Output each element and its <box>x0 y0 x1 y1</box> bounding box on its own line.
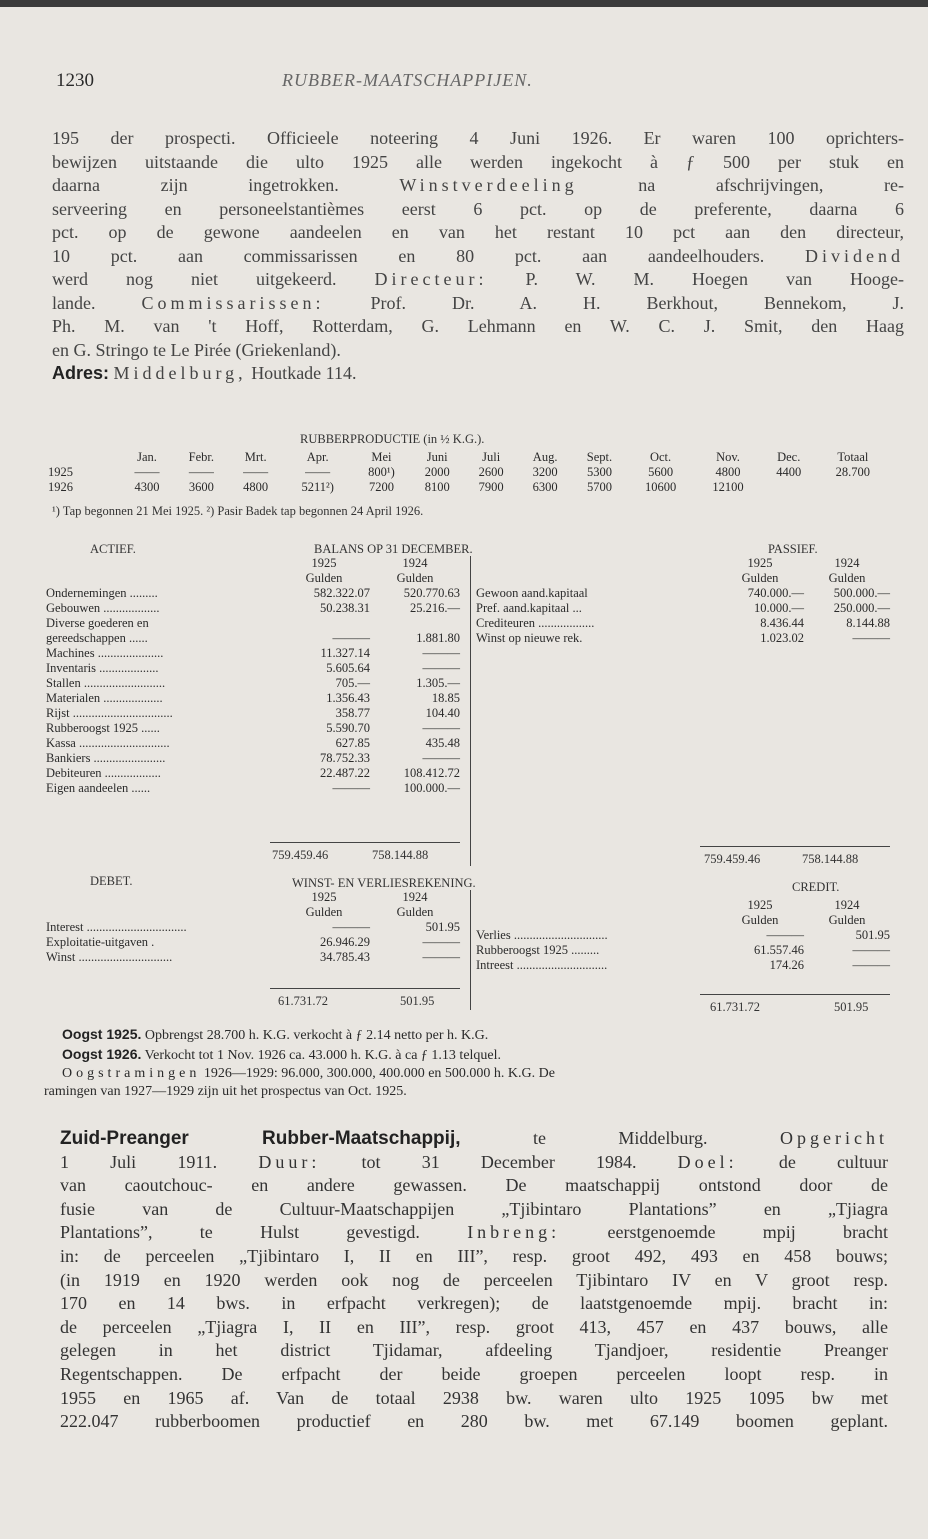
year-cell: 1925 <box>48 465 73 479</box>
text-line: 222.047 rubberboomen productief en 280 bw. met 67.149 boomen geplant. <box>60 1411 888 1432</box>
balance-divider <box>470 556 471 866</box>
text-line: serveering en personeelstantièmes eerst 6 pct. op de preferente, daarna 6 <box>52 198 904 219</box>
liability-row: Pref. aand.kapitaal ... 10.000.— 250.000.— <box>476 601 890 615</box>
text-line: lande. Commissarissen: Prof. Dr. A. H. Berkhout, Bennekom, J. <box>52 292 905 313</box>
month-header: Jan. <box>137 450 157 464</box>
harvest-1926: Oogst 1926. Verkocht tot 1 Nov. 1926 ca. 43.000 h. K.G. à ca ƒ 1.13 telquel. <box>62 1046 502 1063</box>
month-header: Mei <box>371 450 392 464</box>
text-line: van caoutchouc- en andere gewassen. De maatschappij ontstond door de <box>60 1175 888 1196</box>
asset-row: Eigen aandeelen ...... ——— 100.000.— <box>46 781 460 795</box>
text-line: (in 1919 en 1920 werden ook nog de perceelen Tjibintaro IV en V groot resp. <box>60 1269 888 1290</box>
asset-row: gereedschappen ...... ——— 1.881.80 <box>46 631 460 645</box>
asset-row: Diverse goederen en <box>46 616 149 630</box>
debit-row: Exploitatie-uitgaven . 26.946.29 ——— <box>46 935 460 949</box>
asset-row: Kassa ............................. 627.85 435.48 <box>46 736 460 750</box>
text-line: pct. op de gewone aandeelen en van het restant 10 pct aan den directeur, <box>52 222 904 242</box>
asset-row: Debiteuren .................. 22.487.22 108.412.72 <box>46 766 460 780</box>
text-line: 1955 en 1965 af. Van de totaal 2938 bw. waren ulto 1925 1095 bw met <box>60 1387 888 1408</box>
asset-row: Stallen .......................... 705.— 1.305.— <box>46 676 460 690</box>
company-zuid-preanger-paragraph <box>60 1127 888 1434</box>
month-header: Febr. <box>188 450 214 464</box>
asset-row: Ondernemingen ......... 582.322.07 520.770.63 <box>46 586 460 600</box>
month-header: Apr. <box>306 450 329 464</box>
credit-row: Rubberoogst 1925 ......... 61.557.46 ——— <box>476 943 890 957</box>
sum-line <box>270 988 460 989</box>
address-line: Adres: Middelburg, Houtkade 114. <box>52 363 357 383</box>
pl-total-1924-credit: 501.95 <box>834 1000 869 1014</box>
debit-row: Winst .............................. 34.785.43 ——— <box>46 950 460 964</box>
production-row: 1926 4300 3600 4800 5211²) 7200 8100 7900 6300 5700 10600 12100 <box>48 480 744 494</box>
balance-total-1924-passief: 758.144.88 <box>802 852 859 866</box>
balance-total-1925-passief: 759.459.46 <box>704 852 761 866</box>
balance-total-1925: 759.459.46 <box>272 848 329 862</box>
company-intro-paragraph <box>52 127 904 386</box>
liability-row: Gewoon aand.kapitaal 740.000.— 500.000.— <box>476 586 890 600</box>
text-line: werd nog niet uitgekeerd. Directeur: P. W. M. Hoegen van Hooge- <box>52 269 905 289</box>
text-line: gelegen in het district Tjidamar, afdeeling Tjandjoer, residentie Preanger <box>60 1340 888 1361</box>
month-header: Sept. <box>586 450 613 464</box>
asset-row: Inventaris ................... 5.605.64 ——— <box>46 661 460 675</box>
text-line: 195 der prospecti. Officieele noteering 4 Juni 1926. Er waren 100 oprichters- <box>52 128 904 148</box>
production-footnote: ¹) Tap begonnen 21 Mei 1925. ²) Pasir Badek tap begonnen 24 April 1926. <box>52 504 424 518</box>
credit-label: CREDIT. <box>792 880 840 894</box>
pl-debit-table: 1925 1924 Gulden Gulden Interest ................................ ——— 501.95 Exploitatie-uitgaven . 26.946.29 ——— Winst .............................. 34.785.43 ——— <box>46 890 460 964</box>
text-line: Plantations”, te Hulst gevestigd. Inbreng: eerstgenoemde mpij bracht <box>60 1222 889 1243</box>
spaced-term: Dividend <box>805 245 905 266</box>
scan-edge <box>0 0 928 7</box>
text-line: daarna zijn ingetrokken. Winstverdeeling na afschrijvingen, re- <box>52 175 905 195</box>
spaced-term: Commissarissen: <box>141 292 325 313</box>
asset-row: Machines ..................... 11.327.14 ——— <box>46 646 460 660</box>
text-line: 170 en 14 bws. in erfpacht verkregen); de laatstgenoemde mpij. bracht in: <box>60 1293 888 1314</box>
actief-label: ACTIEF. <box>90 542 136 556</box>
sum-line <box>700 846 890 847</box>
text-line: en G. Stringo te Le Pirée (Griekenland). <box>52 339 341 360</box>
spaced-term: Directeur: <box>374 269 488 289</box>
harvest-estimates-cont: ramingen van 1927—1929 zijn uit het prospectus van Oct. 1925. <box>44 1084 407 1099</box>
text-line: Ph. M. van 't Hoff, Rotterdam, G. Lehmann en W. C. J. Smit, den Haag <box>52 316 904 336</box>
asset-row: Gebouwen .................. 50.238.31 25.216.— <box>46 601 460 615</box>
harvest-1925: Oogst 1925. Opbrengst 28.700 h. K.G. verkocht à ƒ 2.14 netto per h. K.G. <box>62 1026 489 1043</box>
month-header: Juni <box>426 450 448 464</box>
running-title: RUBBER-MAATSCHAPPIJEN. <box>282 70 533 90</box>
spaced-term: Winstverdeeling <box>399 175 578 195</box>
month-header: Juli <box>482 450 501 464</box>
text-line: de perceelen „Tjiagra I, II en III”, resp. groot 413, 457 en 437 bouws, alle <box>60 1316 888 1337</box>
pl-total-1925-credit: 61.731.72 <box>710 1000 760 1014</box>
asset-row: Rubberoogst 1925 ...... 5.590.70 ——— <box>46 721 460 735</box>
debet-label: DEBET. <box>90 874 133 888</box>
pl-total-1924: 501.95 <box>400 994 435 1008</box>
production-row: 1925 —— —— —— —— 800¹) 2000 2600 3200 5300 5600 4800 4400 28.700 <box>48 465 871 479</box>
text-line: fusie van de Cultuur-Maatschappijen „Tjibintaro Plantations” en „Tjiagra <box>60 1198 888 1219</box>
address-label: Adres: <box>52 363 110 383</box>
balance-assets-table: 1925 1924 Gulden Gulden Ondernemingen ......... 582.322.07 520.770.63 Gebouwen .................. 50.238.31 25.216.— Diverse goederen en gereedschappen ...... ——— 1.881.80 Machines ..................... 11.327.14 ——— Inventaris ................... 5.605.64 ——— Stallen .......................... 705.— 1.305.— Materialen ................... 1.356.43 18.85 Rijst ................................ 358.77 104.40 Rubberoogst 1925 ...... 5.590.70 ——— Kassa ............................. 627.85 435.48 Bankiers ....................... 78.752.33 ——— Debiteuren .................. 22.487.22 108.412.72 Eigen aandeelen ...... ——— 100.000.— <box>46 556 460 795</box>
production-header-row <box>48 450 890 465</box>
asset-row: Materialen ................... 1.356.43 18.85 <box>46 691 460 705</box>
month-header: Aug. <box>532 450 558 464</box>
sum-line <box>700 994 890 995</box>
credit-row: Verlies .............................. ——— 501.95 <box>476 928 890 942</box>
debit-row: Interest ................................ ——— 501.95 <box>46 920 460 934</box>
production-table <box>48 450 890 495</box>
total-header: Totaal <box>837 450 869 464</box>
text-line: 1 Juli 1911. Duur: tot 31 December 1984. Doel: de cultuur <box>60 1151 888 1172</box>
company-name: Zuid-Preanger Rubber-Maatschappij, <box>60 1128 461 1149</box>
balance-title: BALANS OP 31 DECEMBER. <box>314 542 473 556</box>
month-header: Dec. <box>777 450 801 464</box>
text-line: bewijzen uitstaande die ulto 1925 alle werden ingekocht à ƒ 500 per stuk en <box>52 151 904 172</box>
sum-line <box>270 842 460 843</box>
month-header: Nov. <box>716 450 740 464</box>
page-number: 1230 <box>56 70 94 91</box>
pl-credit-table: 1925 1924 Gulden Gulden Verlies .............................. ——— 501.95 Rubberoogst 1925 ......... 61.557.46 ——— Intreest ............................. 174.26 ——— <box>476 898 890 972</box>
pl-title: WINST- EN VERLIESREKENING. <box>292 876 476 890</box>
asset-row: Rijst ................................ 358.77 104.40 <box>46 706 460 720</box>
text-line: in: de perceelen „Tjibintaro I, II en III”, resp. groot 492, 493 en 458 bouws; <box>60 1245 888 1266</box>
liability-row: Crediteuren .................. 8.436.44 8.144.88 <box>476 616 890 630</box>
balance-liabilities-table: 1925 1924 Gulden Gulden Gewoon aand.kapitaal 740.000.— 500.000.— Pref. aand.kapitaal ... 10.000.— 250.000.— Crediteuren .................. 8.436.44 8.144.88 Winst op nieuwe rek. 1.023.02 ——— <box>476 556 890 645</box>
production-title: RUBBERPRODUCTIE (in ½ K.G.). <box>300 432 485 446</box>
text-line: Zuid-Preanger Rubber-Maatschappij, te Middelburg. Opgericht <box>60 1128 888 1149</box>
text-line: 10 pct. aan commissarissen en 80 pct. aan aandeelhouders. Dividend <box>52 245 905 266</box>
asset-row: Bankiers ....................... 78.752.33 ——— <box>46 751 460 765</box>
month-header: Oct. <box>649 450 672 464</box>
month-header: Mrt. <box>244 450 267 464</box>
pl-total-1925: 61.731.72 <box>278 994 328 1008</box>
liability-row: Winst op nieuwe rek. 1.023.02 ——— <box>476 631 890 645</box>
credit-row: Intreest ............................. 174.26 ——— <box>476 958 890 972</box>
text-line: Regentschappen. De erfpacht der beide groepen perceelen loopt resp. in <box>60 1363 888 1384</box>
balance-total-1924: 758.144.88 <box>372 848 429 862</box>
passief-label: PASSIEF. <box>768 542 818 556</box>
year-cell: 1926 <box>48 480 73 494</box>
pl-divider <box>470 890 471 1010</box>
harvest-estimates: Oogstramingen 1926—1929: 96.000, 300.000, 400.000 en 500.000 h. K.G. De <box>62 1066 555 1081</box>
